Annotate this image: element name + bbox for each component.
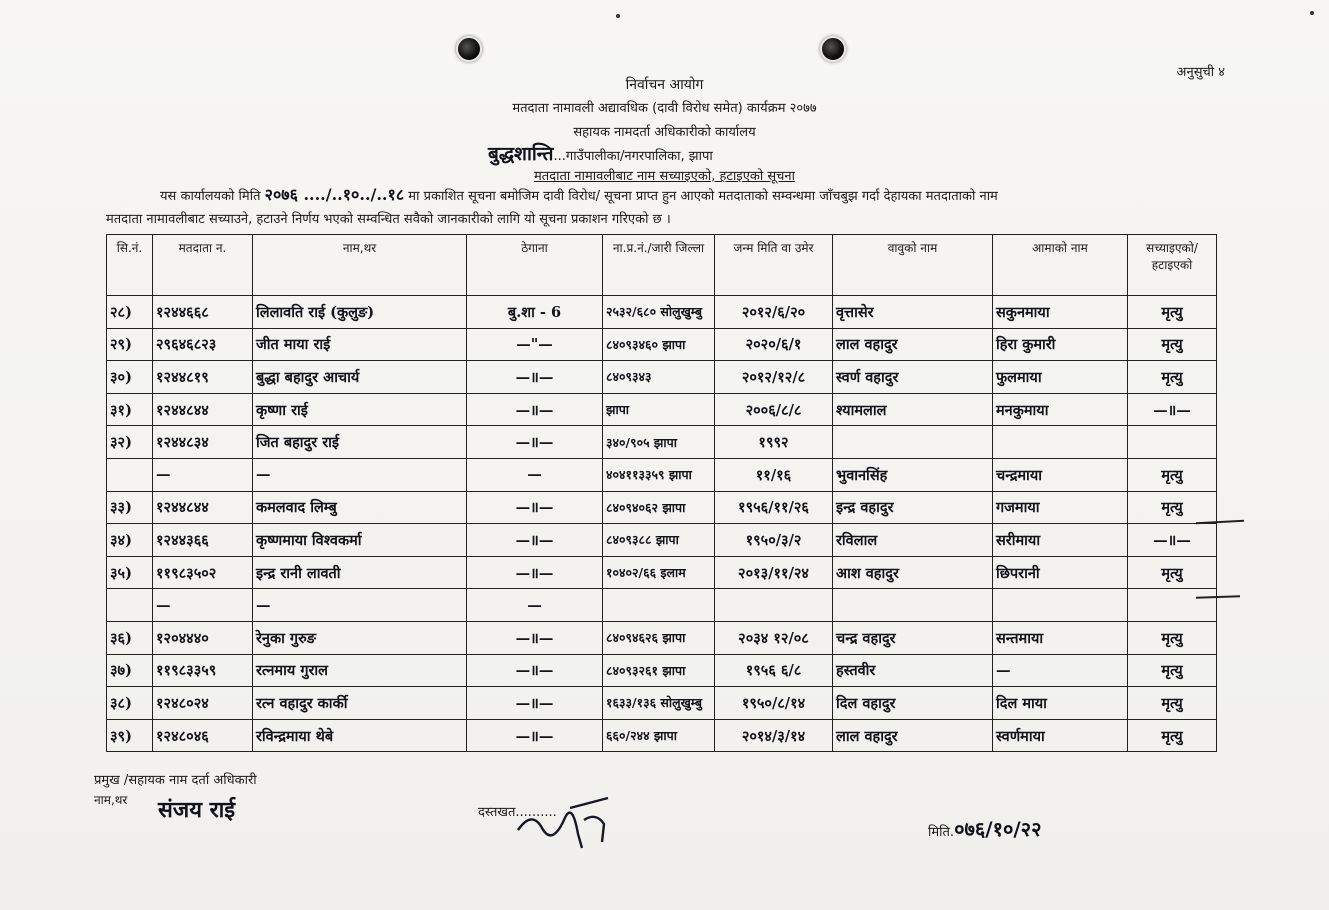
officer-name-handwritten: संजय राई [158, 797, 236, 823]
citizenship-cell: ८४०९३४३ [603, 361, 715, 394]
birth-date-cell: २०१३/११/२४ [715, 556, 833, 589]
table-row [107, 426, 1217, 459]
father-name-cell: लाल वहादुर [833, 328, 993, 361]
mother-name-cell: चन्द्रमाया [993, 458, 1128, 491]
officer-name-label: नाम,थर [94, 793, 128, 807]
voter-number-cell: १२४४८४४ [153, 393, 253, 426]
status-cell: मृत्यु [1128, 458, 1217, 491]
notice-line-2: मतदाता नामावलीबाट सच्याउने, हटाउने निर्णय भएको सम्वन्धित सवैको जानकारीको लागि यो सूचना प्रकाशन गरिएको छ । [106, 212, 671, 227]
father-name-cell: स्वर्ण वहादुर [833, 361, 993, 394]
citizenship-cell: १०४०२/६६ इलाम [603, 556, 715, 589]
table-row [107, 654, 1217, 687]
name-cell: — [253, 589, 467, 622]
address-cell: — [467, 458, 603, 491]
mother-name-cell: मनकुमाया [993, 393, 1128, 426]
status-cell: —॥— [1128, 393, 1217, 426]
voter-number-cell: १२४४३६६ [153, 524, 253, 557]
table-row [107, 296, 1217, 329]
serial-cell: २९) [107, 328, 153, 361]
father-name-cell: लाल वहादुर [833, 719, 993, 752]
birth-date-cell: २०२०/६/१ [715, 328, 833, 361]
serial-cell: ३८) [107, 687, 153, 720]
citizenship-cell: ८४०९४०६२ झापा [603, 491, 715, 524]
speck [616, 14, 620, 18]
serial-cell: २८) [107, 296, 153, 329]
address-cell: — [467, 589, 603, 622]
serial-cell: ३०) [107, 361, 153, 394]
table-header-row [107, 235, 1217, 296]
status-cell: मृत्यु [1128, 687, 1217, 720]
status-cell: —॥— [1128, 524, 1217, 557]
table-row [107, 524, 1217, 557]
birth-date-cell: २०१२/६/२० [715, 296, 833, 329]
mother-name-cell [993, 426, 1128, 459]
name-cell: लिलावति राई (कुलुङ) [253, 296, 467, 329]
birth-date-cell: ११/१६ [715, 458, 833, 491]
father-name-cell: रविलाल [833, 524, 993, 557]
citizenship-cell: ३४०/९०५ झापा [603, 426, 715, 459]
table-row [107, 719, 1217, 752]
municipality-suffix: ...गाउँपालीका/नगरपालिका, झापा [553, 149, 713, 164]
col-header: ठेगाना [467, 235, 603, 296]
father-name-cell: हस्तवीर [833, 654, 993, 687]
address-cell: —॥— [467, 393, 603, 426]
status-cell: मृत्यु [1128, 491, 1217, 524]
voter-number-cell: ११९८३३५९ [153, 654, 253, 687]
table-row [107, 556, 1217, 589]
name-cell: बुद्धा बहादुर आचार्य [253, 361, 467, 394]
name-cell: जित बहादुर राई [253, 426, 467, 459]
father-name-cell: भुवानसिंह [833, 458, 993, 491]
address-cell: —॥— [467, 524, 603, 557]
voter-table [106, 234, 1217, 752]
status-cell: मृत्यु [1128, 556, 1217, 589]
notice-title: मतदाता नामावलीबाट नाम सच्याइएको, हटाइएको सूचना [534, 169, 795, 184]
address-cell: —॥— [467, 556, 603, 589]
voter-number-cell: १२४४८३४ [153, 426, 253, 459]
col-header: सि.नं. [107, 235, 153, 296]
header-office: सहायक नामदर्ता अधिकारीको कार्यालय [573, 125, 756, 140]
name-cell: रत्नमाय गुराल [253, 654, 467, 687]
address-cell: —॥— [467, 687, 603, 720]
voter-number-cell: १२०४४४० [153, 621, 253, 654]
serial-cell: ३३) [107, 491, 153, 524]
table-row [107, 589, 1217, 622]
margin-strike-line [1196, 595, 1240, 598]
address-cell: —॥— [467, 426, 603, 459]
status-cell: मृत्यु [1128, 328, 1217, 361]
address-cell: —॥— [467, 491, 603, 524]
col-header: नाम,थर [253, 235, 467, 296]
table-row [107, 687, 1217, 720]
footer-date-handwritten: ०७६/१०/२२ [954, 817, 1042, 841]
birth-date-cell: १९९२ [715, 426, 833, 459]
speck [1310, 11, 1314, 15]
table-row [107, 458, 1217, 491]
mother-name-cell: फुलमाया [993, 361, 1128, 394]
col-header: सच्याइएको/ हटाइएको [1128, 235, 1217, 296]
birth-date-cell: २०१४/३/१४ [715, 719, 833, 752]
notice-line-1 [160, 183, 998, 205]
serial-cell: ३७) [107, 654, 153, 687]
footer-date-label: मिति. [928, 825, 955, 840]
mother-name-cell: सरीमाया [993, 524, 1128, 557]
table-row [107, 361, 1217, 394]
address-cell: —॥— [467, 361, 603, 394]
name-cell: जीत माया राई [253, 328, 467, 361]
birth-date-cell: १९५०/८/१४ [715, 687, 833, 720]
address-cell: —॥— [467, 654, 603, 687]
notice-line-1-rest: मा प्रकाशित सूचना बमोजिम दावी विरोध/ सूचना प्राप्त हुन आएको मतदाताको सम्वन्धमा जाँचबुझ गर्दा देहायका मतदाताको नाम [408, 189, 998, 204]
mother-name-cell: सन्तमाया [993, 621, 1128, 654]
father-name-cell: चन्द्र वहादुर [833, 621, 993, 654]
name-cell: रविन्द्रमाया थेबे [253, 719, 467, 752]
notice-prefix: यस कार्यालयको मिति [160, 189, 261, 204]
voter-number-cell: १२४४८४४ [153, 491, 253, 524]
status-cell: मृत्यु [1128, 621, 1217, 654]
serial-cell [107, 589, 153, 622]
serial-cell: ३१) [107, 393, 153, 426]
notice-date-handwritten: २०७६ ..../..१०../..१८ [264, 185, 405, 204]
voter-number-cell: १२४४८१९ [153, 361, 253, 394]
birth-date-cell [715, 589, 833, 622]
mother-name-cell: छिपरानी [993, 556, 1128, 589]
father-name-cell [833, 589, 993, 622]
father-name-cell: वृत्तासेर [833, 296, 993, 329]
col-header: ना.प्र.नं./जारी जिल्ला [603, 235, 715, 296]
serial-cell: ३५) [107, 556, 153, 589]
father-name-cell: श्यामलाल [833, 393, 993, 426]
table-row [107, 328, 1217, 361]
father-name-cell [833, 426, 993, 459]
header-org: निर्वाचन आयोग [625, 77, 704, 93]
col-header: आमाको नाम [993, 235, 1128, 296]
address-cell: —॥— [467, 719, 603, 752]
status-cell: मृत्यु [1128, 654, 1217, 687]
birth-date-cell: २०१२/१२/८ [715, 361, 833, 394]
citizenship-cell: ८४०९३४६० झापा [603, 328, 715, 361]
name-cell: रत्न वहादुर कार्की [253, 687, 467, 720]
annex-label: अनुसुची ४ [1176, 65, 1225, 80]
header-program: मतदाता नामावली अद्यावधिक (दावी विरोध समेत) कार्यक्रम २०७७ [512, 101, 817, 116]
serial-cell: ३९) [107, 719, 153, 752]
col-header: वावुको नाम [833, 235, 993, 296]
footer-date-line [928, 815, 1041, 842]
voter-number-cell: — [153, 458, 253, 491]
birth-date-cell: १९५०/३/२ [715, 524, 833, 557]
citizenship-cell: २५३२/६८० सोलुखुम्बु [603, 296, 715, 329]
father-name-cell: दिल वहादुर [833, 687, 993, 720]
serial-cell: ३४) [107, 524, 153, 557]
citizenship-cell: १६३३/१३६ सोलुखुम्बु [603, 687, 715, 720]
table-row [107, 491, 1217, 524]
name-cell: कृष्णमाया विश्वकर्मा [253, 524, 467, 557]
voter-number-cell: १२४८०२४ [153, 687, 253, 720]
mother-name-cell: — [993, 654, 1128, 687]
birth-date-cell: २०३४ १२/०८ [715, 621, 833, 654]
status-cell [1128, 426, 1217, 459]
father-name-cell: आश वहादुर [833, 556, 993, 589]
name-cell: रेनुका गुरुङ [253, 621, 467, 654]
name-cell: — [253, 458, 467, 491]
voter-number-cell: — [153, 589, 253, 622]
voter-number-cell: १२४८०४६ [153, 719, 253, 752]
birth-date-cell: २००६/८/८ [715, 393, 833, 426]
voter-number-cell: १२४४६६८ [153, 296, 253, 329]
address-cell: बु.शा - 6 [467, 296, 603, 329]
citizenship-cell: ८४०९३२६१ झापा [603, 654, 715, 687]
mother-name-cell [993, 589, 1128, 622]
name-cell: इन्द्र रानी लावती [253, 556, 467, 589]
father-name-cell: इन्द्र वहादुर [833, 491, 993, 524]
status-cell: मृत्यु [1128, 296, 1217, 329]
mother-name-cell: दिल माया [993, 687, 1128, 720]
col-header: जन्म मिति वा उमेर [715, 235, 833, 296]
citizenship-cell: ४०४११३३५९ झापा [603, 458, 715, 491]
status-cell [1128, 589, 1217, 622]
table-row [107, 621, 1217, 654]
table-row [107, 393, 1217, 426]
col-header: मतदाता न. [153, 235, 253, 296]
voter-number-cell: २९६४६८२३ [153, 328, 253, 361]
mother-name-cell: हिरा कुमारी [993, 328, 1128, 361]
serial-cell: ३२) [107, 426, 153, 459]
citizenship-cell: ८४०९३८८ झापा [603, 524, 715, 557]
citizenship-cell: झापा [603, 393, 715, 426]
status-cell: मृत्यु [1128, 361, 1217, 394]
officer-role-label: प्रमुख /सहायक नाम दर्ता अधिकारी [94, 773, 257, 788]
voter-number-cell: ११९८३५०२ [153, 556, 253, 589]
birth-date-cell: १९५६/११/२६ [715, 491, 833, 524]
municipality-line [488, 140, 713, 166]
signature-label: दस्तखत.......... [478, 805, 557, 820]
citizenship-cell: ६६०/२४४ झापा [603, 719, 715, 752]
citizenship-cell [603, 589, 715, 622]
status-cell: मृत्यु [1128, 719, 1217, 752]
mother-name-cell: स्वर्णमाया [993, 719, 1128, 752]
table-body [107, 296, 1217, 752]
name-cell: कमलवाद लिम्बु [253, 491, 467, 524]
mother-name-cell: सकुनमाया [993, 296, 1128, 329]
serial-cell: ३६) [107, 621, 153, 654]
punch-hole-right [820, 36, 846, 62]
municipality-handwritten: बुद्धशान्ति [488, 143, 554, 165]
name-cell: कृष्णा राई [253, 393, 467, 426]
signature-scribble [512, 790, 622, 860]
address-cell: —॥— [467, 621, 603, 654]
mother-name-cell: गजमाया [993, 491, 1128, 524]
address-cell: —"— [467, 328, 603, 361]
birth-date-cell: १९५६ ६/८ [715, 654, 833, 687]
serial-cell [107, 458, 153, 491]
citizenship-cell: ८४०९४६२६ झापा [603, 621, 715, 654]
punch-hole-left [456, 36, 482, 62]
